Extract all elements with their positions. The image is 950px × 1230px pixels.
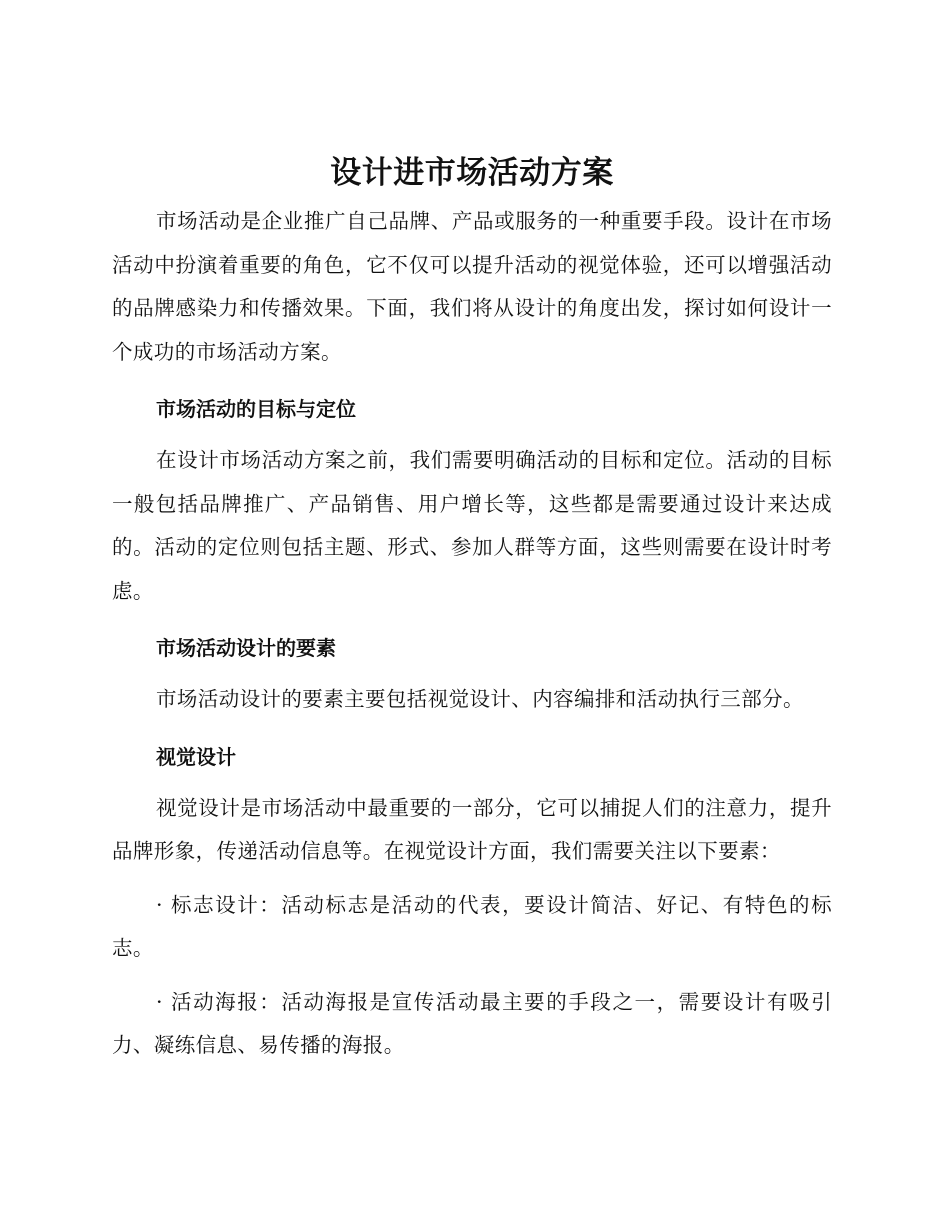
section-heading-elements: 市场活动设计的要素 bbox=[156, 636, 336, 660]
intro-paragraph: 市场活动是企业推广自己品牌、产品或服务的一种重要手段。设计在市场活动中扮演着重要的角色，它不仅可以提升活动的视觉体验，还可以增强活动的品牌感染力和传播效果。下面，我们将从设计的角度出发，探讨如何设计一个成功的市场活动方案。 bbox=[112, 209, 832, 364]
section-body-goals: 在设计市场活动方案之前，我们需要明确活动的目标和定位。活动的目标一般包括品牌推广、产品销售、用户增长等，这些都是需要通过设计来达成的。活动的定位则包括主题、形式、参加人群等方面，这些则需要在设计时考虑。 bbox=[112, 448, 832, 603]
section-heading-goals: 市场活动的目标与定位 bbox=[156, 397, 356, 421]
section-body-visual-design: 视觉设计是市场活动中最重要的一部分，它可以捕捉人们的注意力，提升品牌形象，传递活动信息等。在视觉设计方面，我们需要关注以下要素： bbox=[112, 795, 832, 863]
section-heading-visual-design: 视觉设计 bbox=[156, 744, 236, 769]
section-body-elements: 市场活动设计的要素主要包括视觉设计、内容编排和活动执行三部分。 bbox=[156, 687, 804, 711]
bullet-event-poster: · 活动海报：活动海报是宣传活动最主要的手段之一，需要设计有吸引力、凝练信息、易传播的海报。 bbox=[112, 989, 832, 1057]
bullet-logo-design: · 标志设计：活动标志是活动的代表，要设计简洁、好记、有特色的标志。 bbox=[112, 892, 832, 960]
document-title: 设计进市场活动方案 bbox=[330, 155, 614, 191]
document-page bbox=[112, 150, 832, 1068]
